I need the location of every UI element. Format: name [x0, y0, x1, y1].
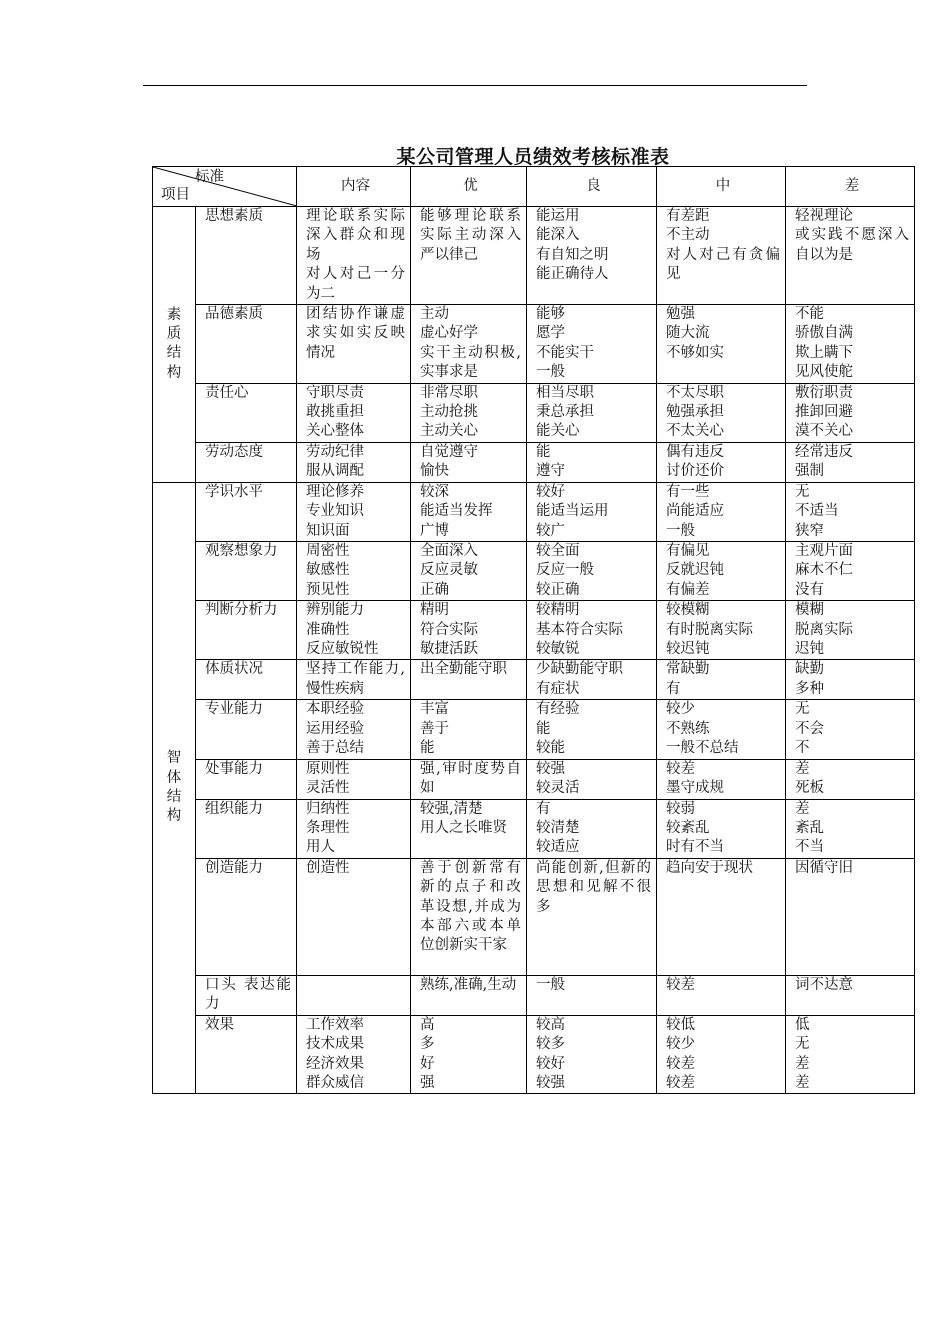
cell-content: 团结协作谦虚求实如实反映情况 [297, 305, 411, 384]
cell-content: 理论联系实际深入群众和现场 对人对己一分为二 [297, 207, 411, 305]
cell-excellent: 较深 能适当发挥 广博 [411, 482, 527, 541]
cell-poor: 无 不适当 狭窄 [786, 482, 915, 541]
cell-poor: 经常违反 强制 [786, 442, 915, 482]
row-label: 劳动态度 [196, 442, 297, 482]
cell-poor: 敷衍职责 推卸回避 漠不关心 [786, 383, 915, 442]
cell-excellent: 非常尽职 主动抢挑 主动关心 [411, 383, 527, 442]
corner-label-item: 项目 [161, 187, 190, 203]
table-row [153, 207, 915, 305]
cell-good: 相当尽职 秉总承担 能关心 [527, 383, 657, 442]
cell-excellent: 自觉遵守 愉快 [411, 442, 527, 482]
evaluation-table [152, 166, 915, 1094]
cell-poor: 因循守旧 [786, 858, 915, 975]
cell-content [297, 975, 411, 1015]
row-label: 判断分析力 [196, 601, 297, 660]
cell-average: 有差距 不主动 对人对己有贪偏见 [657, 207, 786, 305]
cell-poor: 无 不会 不 [786, 700, 915, 759]
cell-poor: 模糊 脱离实际 迟钝 [786, 601, 915, 660]
row-label: 责任心 [196, 383, 297, 442]
column-header-excellent: 优 [411, 167, 527, 207]
cell-good: 一般 [527, 975, 657, 1015]
group-label-quality: 素质结构 [153, 207, 196, 483]
cell-good: 较高 较多 较好 较强 [527, 1015, 657, 1094]
cell-poor: 不能 骄傲自满 欺上瞒下 见风使舵 [786, 305, 915, 384]
cell-content: 周密性 敏感性 预见性 [297, 541, 411, 600]
row-label: 口头 表达能力 [196, 975, 297, 1015]
row-label: 专业能力 [196, 700, 297, 759]
cell-excellent: 丰富 善于 能 [411, 700, 527, 759]
table-row [153, 1015, 915, 1094]
corner-label-standard: 标准 [195, 169, 224, 185]
row-label: 体质状况 [196, 660, 297, 700]
table-row [153, 383, 915, 442]
cell-average: 较差 [657, 975, 786, 1015]
table-row [153, 799, 915, 858]
cell-average: 偶有违反 讨价还价 [657, 442, 786, 482]
cell-good: 有 较清楚 较适应 [527, 799, 657, 858]
header-row [153, 167, 915, 207]
column-header-content: 内容 [297, 167, 411, 207]
cell-average: 常缺勤 有 [657, 660, 786, 700]
cell-poor: 差 紊乱 不当 [786, 799, 915, 858]
cell-poor: 差 死板 [786, 759, 915, 799]
cell-average: 较模糊 有时脱离实际 较迟钝 [657, 601, 786, 660]
cell-poor: 轻视理论 或实践不愿深入自以为是 [786, 207, 915, 305]
cell-average: 较弱 较紊乱 时有不当 [657, 799, 786, 858]
cell-good: 少缺勤能守职 有症状 [527, 660, 657, 700]
cell-excellent: 能够理论联系实际主动深入严以律己 [411, 207, 527, 305]
document-title: 某公司管理人员绩效考核标准表 [396, 146, 670, 168]
row-label: 创造能力 [196, 858, 297, 975]
cell-excellent: 善于创新常有新的点子和改革设想,并成为本部六或本单位创新实干家 [411, 858, 527, 975]
cell-excellent: 强,审时度势自如 [411, 759, 527, 799]
cell-content: 守职尽责 敢挑重担 关心整体 [297, 383, 411, 442]
cell-excellent: 熟练,准确,生动 [411, 975, 527, 1015]
cell-content: 工作效率 技术成果 经济效果 群众威信 [297, 1015, 411, 1094]
cell-content: 坚持工作能力,慢性疾病 [297, 660, 411, 700]
cell-content: 创造性 [297, 858, 411, 975]
cell-average: 较低 较少 较差 较差 [657, 1015, 786, 1094]
cell-good: 能运用 能深入 有自知之明 能正确待人 [527, 207, 657, 305]
row-label: 组织能力 [196, 799, 297, 858]
table-row [153, 601, 915, 660]
table-row [153, 660, 915, 700]
cell-good: 尚能创新,但新的思想和见解不很多 [527, 858, 657, 975]
cell-average: 勉强 随大流 不够如实 [657, 305, 786, 384]
cell-content: 劳动纪律 服从调配 [297, 442, 411, 482]
cell-content: 归纳性 条理性 用人 [297, 799, 411, 858]
cell-good: 较好 能适当运用 较广 [527, 482, 657, 541]
cell-average: 有一些 尚能适应 一般 [657, 482, 786, 541]
cell-good: 较精明 基本符合实际 较敏锐 [527, 601, 657, 660]
cell-poor: 缺勤 多种 [786, 660, 915, 700]
column-header-good: 良 [527, 167, 657, 207]
cell-content: 理论修养 专业知识 知识面 [297, 482, 411, 541]
table-row [153, 482, 915, 541]
table-row [153, 975, 915, 1015]
table-row [153, 759, 915, 799]
column-header-average: 中 [657, 167, 786, 207]
table-row [153, 541, 915, 600]
row-label: 学识水平 [196, 482, 297, 541]
cell-average: 较差 墨守成规 [657, 759, 786, 799]
cell-excellent: 较强,清楚 用人之长唯贤 [411, 799, 527, 858]
table-row [153, 858, 915, 975]
cell-excellent: 精明 符合实际 敏捷活跃 [411, 601, 527, 660]
cell-good: 能够 愿学 不能实干 一般 [527, 305, 657, 384]
cell-content: 本职经验 运用经验 善于总结 [297, 700, 411, 759]
cell-average: 趋向安于现状 [657, 858, 786, 975]
table-row [153, 442, 915, 482]
cell-excellent: 高 多 好 强 [411, 1015, 527, 1094]
table-row [153, 700, 915, 759]
table-row [153, 305, 915, 384]
group-label-intellect: 智体结构 [153, 482, 196, 1094]
column-header-poor: 差 [786, 167, 915, 207]
cell-good: 较全面 反应一般 较正确 [527, 541, 657, 600]
cell-average: 有偏见 反就迟钝 有偏差 [657, 541, 786, 600]
top-rule [143, 85, 807, 86]
cell-excellent: 主动 虚心好学 实干主动积极,实事求是 [411, 305, 527, 384]
cell-poor: 主观片面 麻木不仁 没有 [786, 541, 915, 600]
cell-content: 原则性 灵活性 [297, 759, 411, 799]
row-label: 处事能力 [196, 759, 297, 799]
cell-average: 较少 不熟练 一般不总结 [657, 700, 786, 759]
cell-excellent: 全面深入 反应灵敏 正确 [411, 541, 527, 600]
corner-header [153, 167, 297, 207]
cell-good: 有经验 能 较能 [527, 700, 657, 759]
cell-poor: 词不达意 [786, 975, 915, 1015]
row-label: 观察想象力 [196, 541, 297, 600]
row-label: 品德素质 [196, 305, 297, 384]
cell-good: 能 遵守 [527, 442, 657, 482]
row-label: 效果 [196, 1015, 297, 1094]
cell-excellent: 出全勤能守职 [411, 660, 527, 700]
row-label: 思想素质 [196, 207, 297, 305]
cell-content: 辨别能力 准确性 反应敏锐性 [297, 601, 411, 660]
cell-average: 不太尽职 勉强承担 不太关心 [657, 383, 786, 442]
cell-good: 较强 较灵活 [527, 759, 657, 799]
cell-poor: 低 无 差 差 [786, 1015, 915, 1094]
